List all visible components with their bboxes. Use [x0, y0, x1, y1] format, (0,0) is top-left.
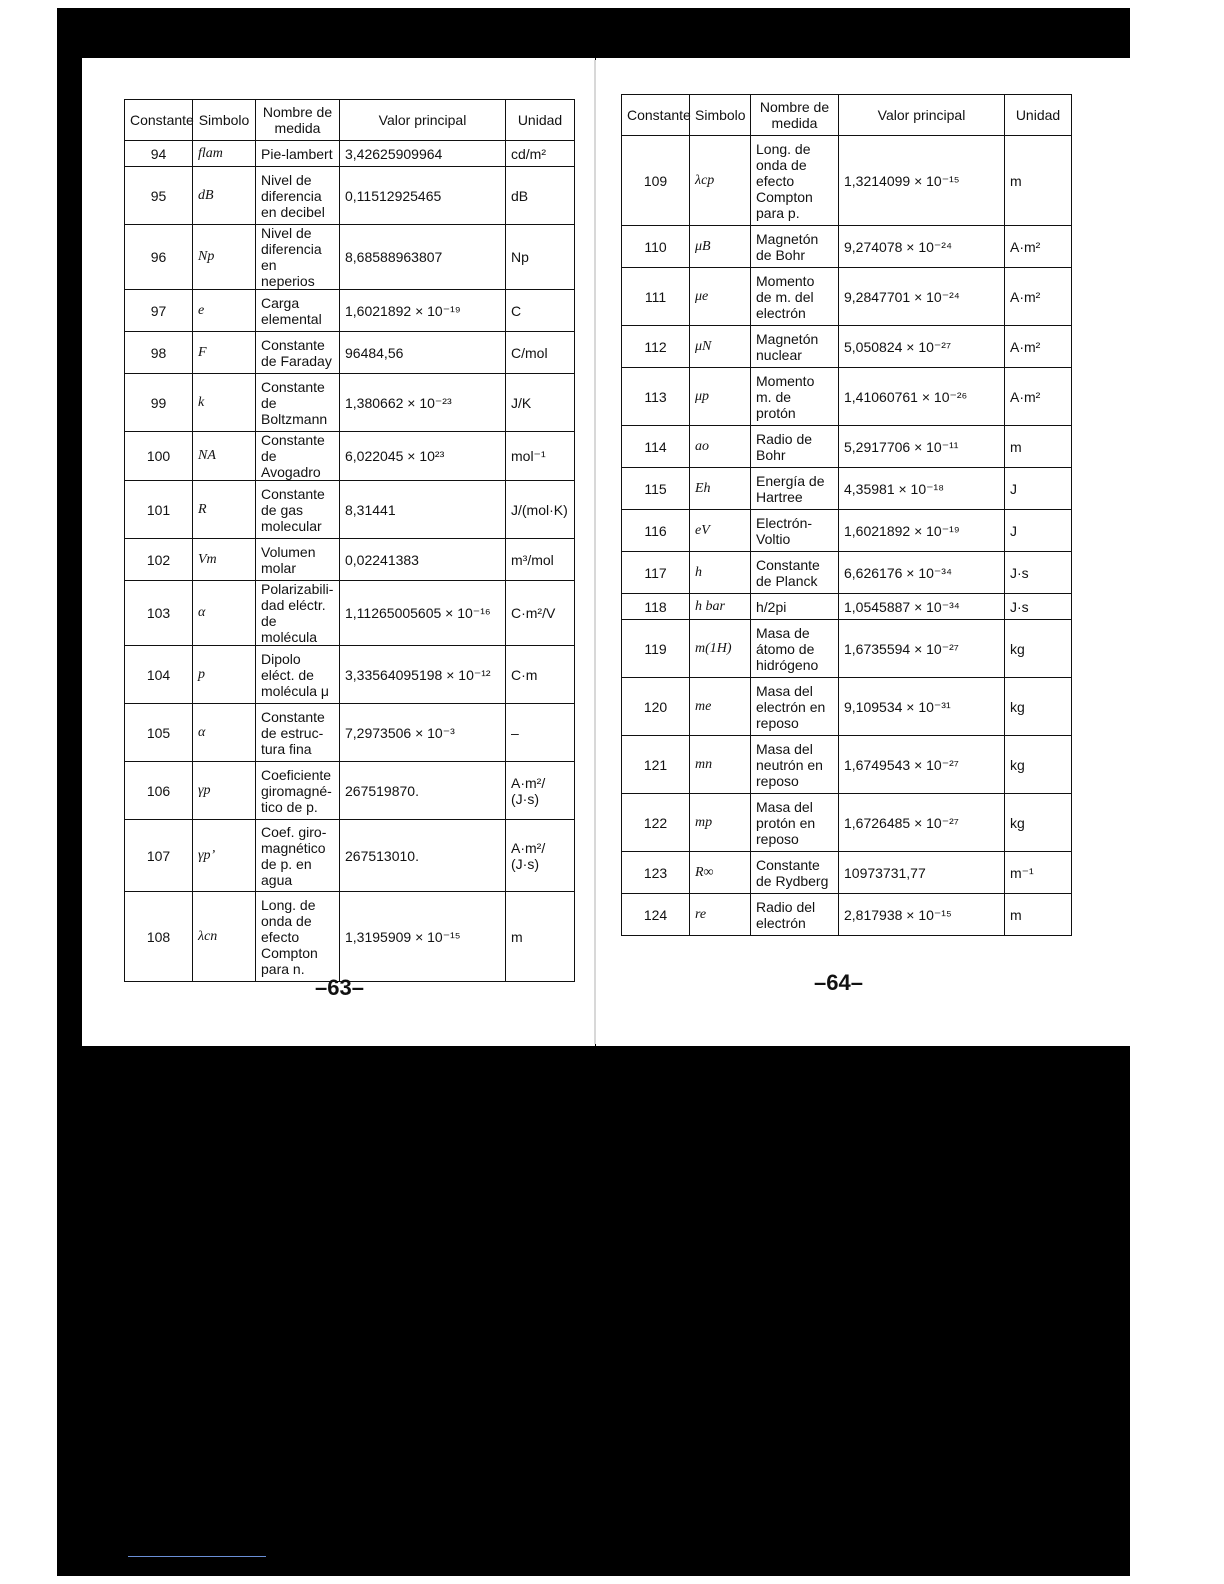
principal-value: 3,42625909964 [340, 141, 506, 167]
principal-value: 1,3214099 × 10⁻¹⁵ [839, 136, 1005, 226]
measure-name: Masa del protón en reposo [751, 794, 839, 852]
constant-number: 94 [125, 141, 193, 167]
unit: A·m² [1005, 368, 1072, 426]
measure-name: Electrón-Voltio [751, 510, 839, 552]
principal-value: 267513010. [340, 820, 506, 892]
unit: A·m² [1005, 226, 1072, 268]
unit: dB [506, 167, 575, 225]
table-row [622, 468, 1072, 510]
table-row [125, 646, 575, 704]
principal-value: 96484,56 [340, 332, 506, 374]
symbol: Vm [193, 539, 256, 581]
constant-number: 100 [125, 432, 193, 481]
principal-value: 5,050824 × 10⁻²⁷ [839, 326, 1005, 368]
constant-number: 104 [125, 646, 193, 704]
table-row [622, 326, 1072, 368]
measure-name: Coef. giro-magnético de p. en agua [256, 820, 340, 892]
unit: m⁻¹ [1005, 852, 1072, 894]
symbol: h [690, 552, 751, 594]
symbol: mp [690, 794, 751, 852]
header-valor: Valor principal [839, 95, 1005, 136]
measure-name: Long. de onda de efecto Compton para p. [751, 136, 839, 226]
constant-number: 106 [125, 762, 193, 820]
measure-name: Nivel de diferencia en neperios [256, 225, 340, 290]
table-row [622, 620, 1072, 678]
constant-number: 122 [622, 794, 690, 852]
constant-number: 99 [125, 374, 193, 432]
constant-number: 117 [622, 552, 690, 594]
constant-number: 102 [125, 539, 193, 581]
symbol: α [193, 704, 256, 762]
measure-name: Magnetón de Bohr [751, 226, 839, 268]
principal-value: 267519870. [340, 762, 506, 820]
header-constante: Constante [622, 95, 690, 136]
unit: C [506, 290, 575, 332]
principal-value: 1,3195909 × 10⁻¹⁵ [340, 892, 506, 982]
symbol: μB [690, 226, 751, 268]
unit: A·m² [1005, 326, 1072, 368]
table-row [125, 225, 575, 290]
table-row [125, 290, 575, 332]
unit: C·m [506, 646, 575, 704]
constant-number: 120 [622, 678, 690, 736]
symbol: m(1H) [690, 620, 751, 678]
constant-number: 123 [622, 852, 690, 894]
constant-number: 110 [622, 226, 690, 268]
table-row [622, 736, 1072, 794]
symbol: k [193, 374, 256, 432]
measure-name: h/2pi [751, 594, 839, 620]
symbol: NA [193, 432, 256, 481]
symbol: me [690, 678, 751, 736]
constant-number: 97 [125, 290, 193, 332]
symbol: μp [690, 368, 751, 426]
measure-name: Radio del electrón [751, 894, 839, 936]
table-header-row [125, 100, 575, 141]
principal-value: 9,109534 × 10⁻³¹ [839, 678, 1005, 736]
principal-value: 1,11265005605 × 10⁻¹⁶ [340, 581, 506, 646]
principal-value: 8,68588963807 [340, 225, 506, 290]
principal-value: 1,6749543 × 10⁻²⁷ [839, 736, 1005, 794]
table-row [622, 794, 1072, 852]
table-row [125, 141, 575, 167]
constant-number: 95 [125, 167, 193, 225]
unit: m [1005, 136, 1072, 226]
measure-name: Volumen molar [256, 539, 340, 581]
unit: kg [1005, 794, 1072, 852]
table-row [622, 552, 1072, 594]
constant-number: 124 [622, 894, 690, 936]
constant-number: 118 [622, 594, 690, 620]
principal-value: 0,11512925465 [340, 167, 506, 225]
symbol: Np [193, 225, 256, 290]
principal-value: 8,31441 [340, 481, 506, 539]
measure-name: Magnetón nuclear [751, 326, 839, 368]
book-gutter [594, 60, 596, 1044]
principal-value: 7,2973506 × 10⁻³ [340, 704, 506, 762]
measure-name: Constante de Rydberg [751, 852, 839, 894]
principal-value: 6,626176 × 10⁻³⁴ [839, 552, 1005, 594]
symbol: eV [690, 510, 751, 552]
constant-number: 103 [125, 581, 193, 646]
page-number-63: –63– [315, 975, 364, 1000]
measure-name: Nivel de diferencia en decibel [256, 167, 340, 225]
constant-number: 108 [125, 892, 193, 982]
table-header-row [622, 95, 1072, 136]
symbol: e [193, 290, 256, 332]
constant-number: 119 [622, 620, 690, 678]
constant-number: 107 [125, 820, 193, 892]
header-simbolo: Simbolo [690, 95, 751, 136]
measure-name: Masa del electrón en reposo [751, 678, 839, 736]
measure-name: Momento m. de protón [751, 368, 839, 426]
table-row [125, 167, 575, 225]
symbol: R∞ [690, 852, 751, 894]
measure-name: Carga elemental [256, 290, 340, 332]
table-row [125, 539, 575, 581]
constant-number: 116 [622, 510, 690, 552]
unit: m [1005, 426, 1072, 468]
unit: kg [1005, 678, 1072, 736]
table-row [125, 892, 575, 982]
principal-value: 1,6735594 × 10⁻²⁷ [839, 620, 1005, 678]
unit: kg [1005, 620, 1072, 678]
measure-name: Constante de estruc-tura fina [256, 704, 340, 762]
unit: A·m²/ (J·s) [506, 762, 575, 820]
principal-value: 1,6021892 × 10⁻¹⁹ [839, 510, 1005, 552]
constant-number: 121 [622, 736, 690, 794]
constant-number: 101 [125, 481, 193, 539]
table-row [622, 136, 1072, 226]
principal-value: 3,33564095198 × 10⁻¹² [340, 646, 506, 704]
unit: cd/m² [506, 141, 575, 167]
constant-number: 96 [125, 225, 193, 290]
symbol: γp [193, 762, 256, 820]
measure-name: Constante de Avogadro [256, 432, 340, 481]
table-row [125, 332, 575, 374]
principal-value: 2,817938 × 10⁻¹⁵ [839, 894, 1005, 936]
table-row [125, 481, 575, 539]
unit: m [1005, 894, 1072, 936]
principal-value: 9,274078 × 10⁻²⁴ [839, 226, 1005, 268]
table-row [125, 704, 575, 762]
principal-value: 9,2847701 × 10⁻²⁴ [839, 268, 1005, 326]
symbol: λcp [690, 136, 751, 226]
symbol: flam [193, 141, 256, 167]
unit: kg [1005, 736, 1072, 794]
constant-number: 111 [622, 268, 690, 326]
measure-name: Radio de Bohr [751, 426, 839, 468]
unit: C·m²/V [506, 581, 575, 646]
symbol: Eh [690, 468, 751, 510]
symbol: p [193, 646, 256, 704]
principal-value: 5,2917706 × 10⁻¹¹ [839, 426, 1005, 468]
measure-name: Constante de Planck [751, 552, 839, 594]
measure-name: Energía de Hartree [751, 468, 839, 510]
measure-name: Pie-lambert [256, 141, 340, 167]
principal-value: 1,0545887 × 10⁻³⁴ [839, 594, 1005, 620]
measure-name: Polarizabili-dad eléctr. de molécula [256, 581, 340, 646]
page-number-64: –64– [814, 970, 863, 995]
symbol: ao [690, 426, 751, 468]
principal-value: 4,35981 × 10⁻¹⁸ [839, 468, 1005, 510]
header-nombre: Nombre de medida [256, 100, 340, 141]
table-row [622, 894, 1072, 936]
table-row [622, 268, 1072, 326]
table-row [622, 678, 1072, 736]
unit: Np [506, 225, 575, 290]
table-row [622, 226, 1072, 268]
measure-name: Masa de átomo de hidrógeno [751, 620, 839, 678]
measure-name: Constante de Boltzmann [256, 374, 340, 432]
table-row [622, 594, 1072, 620]
symbol: R [193, 481, 256, 539]
principal-value: 1,380662 × 10⁻²³ [340, 374, 506, 432]
constant-number: 98 [125, 332, 193, 374]
table-row [622, 426, 1072, 468]
header-unidad: Unidad [1005, 95, 1072, 136]
constant-number: 113 [622, 368, 690, 426]
scan-artifact-line [128, 1556, 266, 1557]
table-row [125, 820, 575, 892]
table-row [125, 374, 575, 432]
measure-name: Coeficiente giromagné-tico de p. [256, 762, 340, 820]
constant-number: 109 [622, 136, 690, 226]
measure-name: Constante de Faraday [256, 332, 340, 374]
principal-value: 1,6021892 × 10⁻¹⁹ [340, 290, 506, 332]
unit: A·m²/ (J·s) [506, 820, 575, 892]
measure-name: Momento de m. del electrón [751, 268, 839, 326]
measure-name: Constante de gas molecular [256, 481, 340, 539]
unit: A·m² [1005, 268, 1072, 326]
principal-value: 6,022045 × 10²³ [340, 432, 506, 481]
unit: J [1005, 468, 1072, 510]
unit: J [1005, 510, 1072, 552]
table-row [622, 510, 1072, 552]
table-row [622, 368, 1072, 426]
symbol: α [193, 581, 256, 646]
unit: m [506, 892, 575, 982]
constant-number: 114 [622, 426, 690, 468]
principal-value: 10973731,77 [839, 852, 1005, 894]
unit: C/mol [506, 332, 575, 374]
symbol: μe [690, 268, 751, 326]
unit: J·s [1005, 552, 1072, 594]
unit: mol⁻¹ [506, 432, 575, 481]
symbol: μN [690, 326, 751, 368]
unit: J/(mol·K) [506, 481, 575, 539]
constant-number: 115 [622, 468, 690, 510]
symbol: h bar [690, 594, 751, 620]
unit: J/K [506, 374, 575, 432]
constants-table-right [621, 94, 1072, 936]
unit: J·s [1005, 594, 1072, 620]
symbol: re [690, 894, 751, 936]
symbol: γp’ [193, 820, 256, 892]
header-nombre: Nombre de medida [751, 95, 839, 136]
header-valor: Valor principal [340, 100, 506, 141]
header-unidad: Unidad [506, 100, 575, 141]
constants-table-left [124, 99, 575, 982]
table-row [125, 581, 575, 646]
symbol: dB [193, 167, 256, 225]
unit: m³/mol [506, 539, 575, 581]
symbol: mn [690, 736, 751, 794]
unit: – [506, 704, 575, 762]
measure-name: Long. de onda de efecto Compton para n. [256, 892, 340, 982]
header-simbolo: Simbolo [193, 100, 256, 141]
principal-value: 0,02241383 [340, 539, 506, 581]
principal-value: 1,41060761 × 10⁻²⁶ [839, 368, 1005, 426]
symbol: F [193, 332, 256, 374]
measure-name: Dipolo eléct. de molécula μ [256, 646, 340, 704]
constant-number: 105 [125, 704, 193, 762]
table-row [622, 852, 1072, 894]
table-row [125, 762, 575, 820]
measure-name: Masa del neutrón en reposo [751, 736, 839, 794]
table-row [125, 432, 575, 481]
principal-value: 1,6726485 × 10⁻²⁷ [839, 794, 1005, 852]
constant-number: 112 [622, 326, 690, 368]
header-constante: Constante [125, 100, 193, 141]
symbol: λcn [193, 892, 256, 982]
